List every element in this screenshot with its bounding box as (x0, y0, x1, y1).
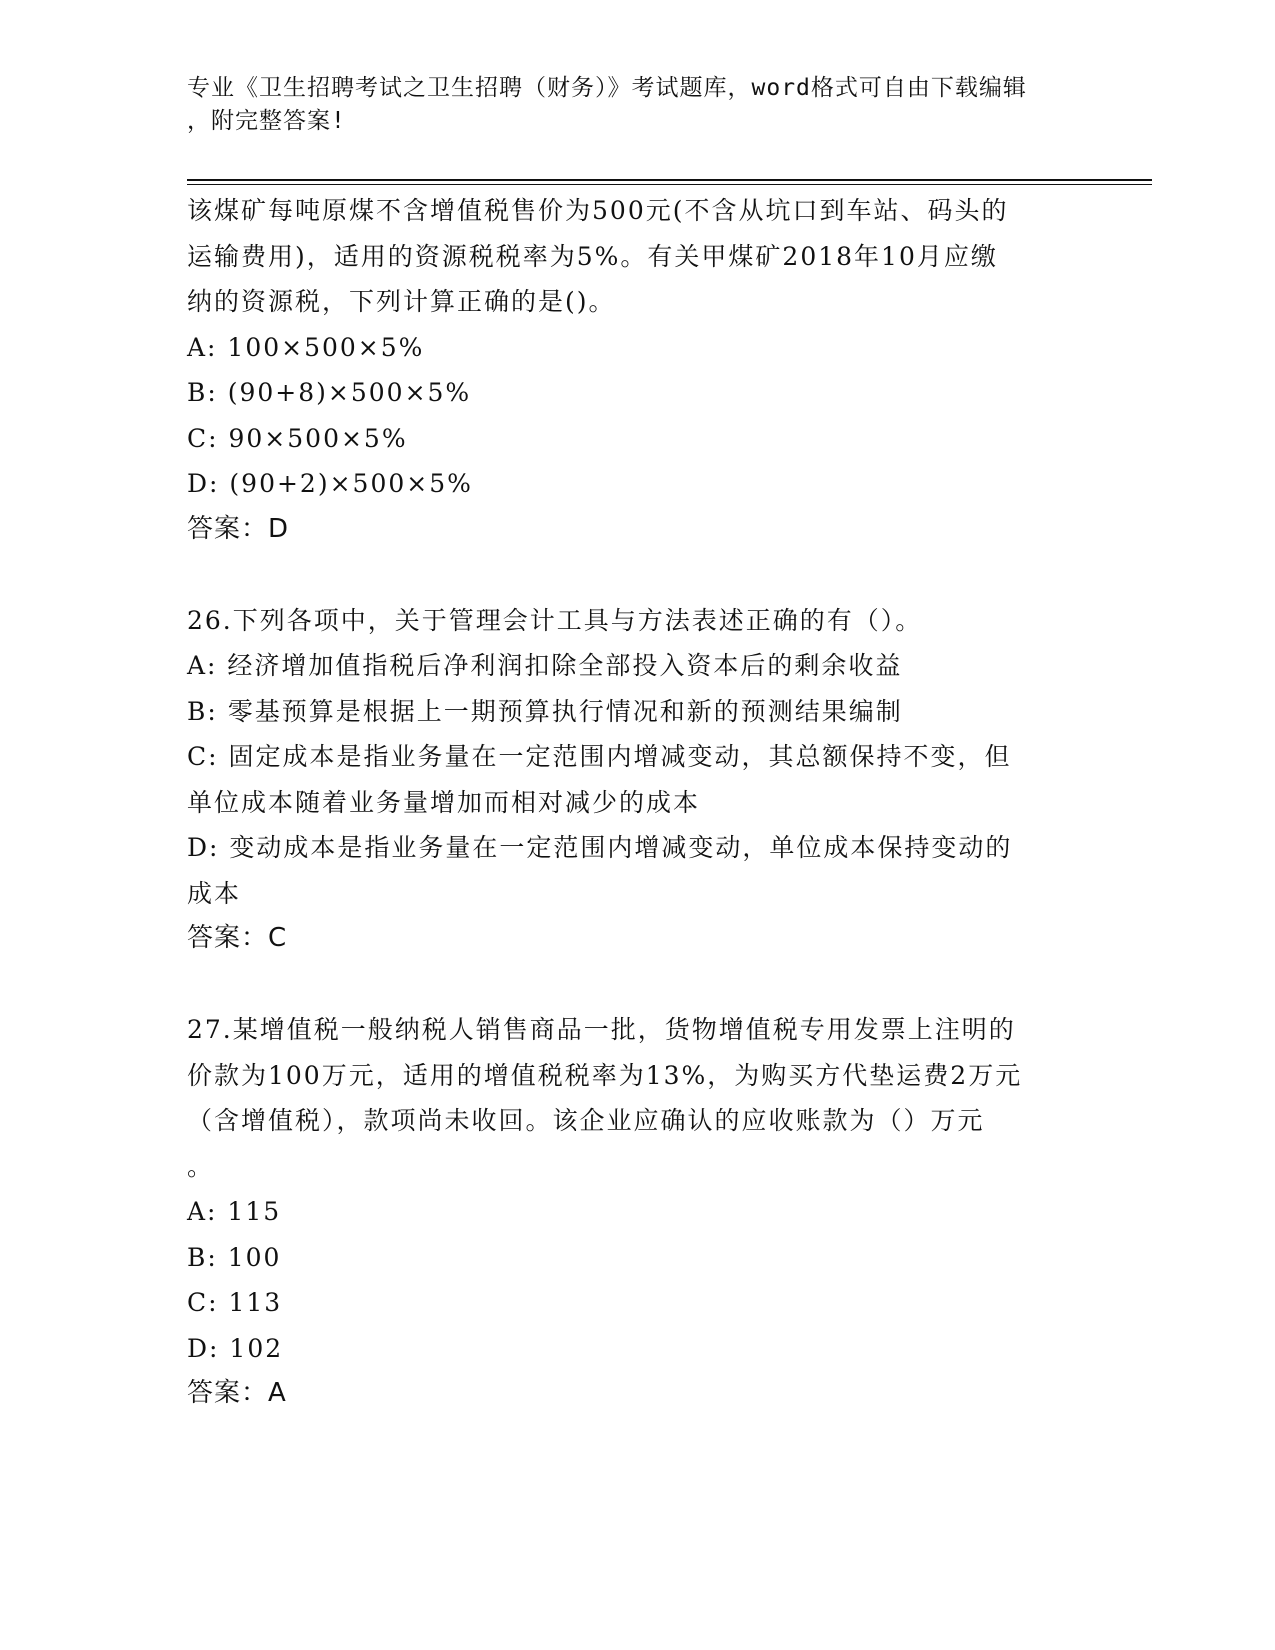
question-text-line: 纳的资源税，下列计算正确的是()。 (187, 287, 616, 316)
option-a: A: 115 (187, 1197, 282, 1226)
option-c-continued: 单位成本随着业务量增加而相对减少的成本 (187, 787, 701, 817)
document-header (187, 72, 1067, 138)
answer-label: 答案：D (187, 513, 290, 544)
option-d: D: 102 (187, 1333, 284, 1363)
question-text-line: （含增值税），款项尚未收回。该企业应确认的应收账款为（）万元 (187, 1106, 985, 1135)
option-b: B: 100 (187, 1242, 282, 1272)
question-list (187, 188, 1087, 1417)
option-d: D: 变动成本是指业务量在一定范围内增减变动，单位成本保持变动的 (187, 833, 1013, 862)
option-c: C: 90×500×5% (187, 423, 408, 453)
question-block-27 (187, 1007, 1087, 1417)
header-divider-thick (187, 179, 1152, 181)
question-block-25 (187, 188, 1087, 552)
question-text-line: 27.某增值税一般纳税人销售商品一批，货物增值税专用发票上注明的 (187, 1015, 1016, 1044)
option-c: C: 固定成本是指业务量在一定范围内增减变动，其总额保持不变，但 (187, 742, 1012, 771)
question-text-line: 运输费用)，适用的资源税税率为5%。有关甲煤矿2018年10月应缴 (187, 241, 998, 271)
question-text-line: 该煤矿每吨原煤不含增值税售价为500元(不含从坑口到车站、码头的 (187, 196, 1009, 225)
option-d: D: (90+2)×500×5% (187, 469, 473, 498)
option-d-continued: 成本 (187, 878, 242, 908)
option-b: B: 零基预算是根据上一期预算执行情况和新的预测结果编制 (187, 696, 903, 726)
question-text-line: 。 (187, 1151, 215, 1181)
option-b: B: (90+8)×500×5% (187, 378, 472, 407)
answer-label: 答案：C (187, 923, 288, 953)
question-text-line: 价款为100万元，适用的增值税税率为13%，为购买方代垫运费2万元 (187, 1060, 1023, 1090)
header-divider-thin (187, 184, 1152, 185)
option-a: A: 经济增加值指税后净利润扣除全部投入资本后的剩余收益 (187, 651, 903, 680)
header-title-line-1: 专业《卫生招聘考试之卫生招聘（财务）》考试题库，word格式可自由下载编辑 (187, 75, 1027, 101)
answer-label: 答案：A (187, 1378, 287, 1408)
header-title-line-2: ，附完整答案! (187, 108, 346, 134)
option-a: A: 100×500×5% (187, 332, 425, 362)
question-block-26 (187, 598, 1087, 962)
question-spacer (187, 552, 1087, 598)
option-c: C: 113 (187, 1288, 283, 1317)
question-spacer (187, 962, 1087, 1008)
question-text-line: 26.下列各项中，关于管理会计工具与方法表述正确的有（）。 (187, 605, 923, 635)
